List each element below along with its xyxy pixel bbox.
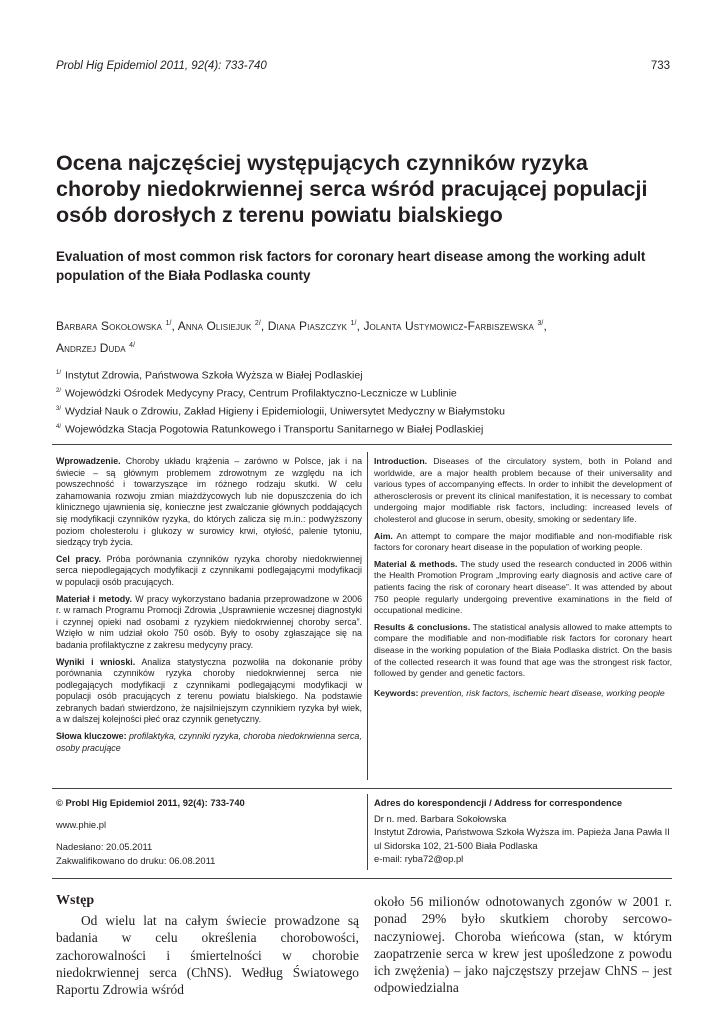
correspondence-block xyxy=(374,796,674,866)
affiliations xyxy=(56,366,676,438)
received-date: Nadesłano: 20.05.2011 xyxy=(56,841,153,852)
abstract-polish: Wprowadzenie. Choroby układu krążenia – zarówno w Polsce, jak i na świecie – są głównym problemem zdrowotnym ze względu na ich powszechność i towarzyszące im różnego rodzaju skutki. W celu zahamowania rozwoju zmian miażdżycowych lub nie dopuszczenia do ich klinicznego ujawnienia się, konieczne jest zwalczanie głównych poddających się modyfikacji czynników ryzyka, do których zalicza się m.in.: podwyższony poziom cholesterolu i glukozy w surowicy krwi, otyłość, palenie tytoniu, siedzący tryb życia. Cel pracy. Próba porównania czynników ryzyka choroby niedokrwiennej serca niepodlegających modyfikacji z czynnikami podlegającymi modyfikacji w populacji osób pracujących. Materiał i metody. W pracy wykorzystano badania przeprowadzone w 2006 r. w ramach Programu Promocji Zdrowia „Usprawnienie wczesnej diagnostyki i czynnej opieki nad osobami z ryzykiem niedokrwiennej choroby serca”. Wzięło w nim udział około 750 osób. Były to osoby zgłaszające się na badania profilaktyczne z zakresu medycyny pracy. Wyniki i wnioski. Analiza statystyczna pozwoliła na dokonanie próby porównania czynników ryzyka choroby niedokrwiennej serca nie podlegających modyfikacji z czynnikami podlegającymi modyfikacji w populacji osób pracujących z terenu powiatu bialskiego. Na podstawie zebranych badań stwierdzono, że najsilniejszym czynnikiem ryzyka był wiek, a w dalszej kolejności płeć oraz czynnik genetyczny. Słowa kluczowe: profilaktyka, czynniki ryzyka, choroba niedokrwienna serca, osoby pracujące xyxy=(56,456,363,753)
author: Anna Olisiejuk $^{2/}$, xyxy=(177,319,268,333)
abstract-english: Introduction. Diseases of the circulatory system, both in Poland and worldwide, are a major health problem because of their universality and various types of accompanying effects. In order to inhibit the development of atherosclerosis or prevent its clinical manifestation, it is necessary to combat undergoing major modifiable risk factors, including: increased levels of cholesterol and glucose in serum, obesity, smoking or sedentary life. Aim. An attempt to compare the major modifiable and non-modifiable risk factors for coronary heart disease in the population of working people. Material & methods. The study used the research conducted in 2006 within the Health Promotion Program „Improving early diagnosis and active care of patients facing the risk of coronary heart disease”. It was attended by about 750 people regularly undergoing preventive examinations in the field of occupational medicine. Results & conclusions. The statistical analysis allowed to make attempts to compare the modifiable and non-modifiable risk factors for coronary heart disease in the working population of the Biała Podlaska district. On the basis of the collected research it was found that age was the strongest risk factor, followed by gender and genetic factors. Keywords: prevention, risk factors, ischemic heart disease, working people xyxy=(374,456,673,698)
accepted-date: Zakwalifikowano do druku: 06.08.2011 xyxy=(56,854,216,866)
journal-url: www.phie.pl xyxy=(56,818,107,830)
correspondence-name: Dr n. med. Barbara Sokołowska xyxy=(374,812,507,824)
section-heading: Wstęp xyxy=(56,893,95,908)
author: Barbara Sokołowska $^{1/}$, xyxy=(56,319,178,333)
correspondence-email: e-mail: ryba72@op.pl xyxy=(374,853,464,864)
correspondence-address: ul Sidorska 102, 21-500 Biała Podlaska xyxy=(374,839,538,851)
abstract-divider xyxy=(367,452,368,780)
author: Jolanta Ustymowicz-Farbiszewska $^{3/}$, xyxy=(363,319,547,333)
running-header xyxy=(56,60,670,72)
meta-bottom-rule xyxy=(52,878,672,879)
author: Diana Piaszczyk $^{1/}$, xyxy=(267,319,364,333)
affiliation: $^{4/}$ Wojewódzka Stacja Pogotowia Ratunkowego i Transportu Sanitarnego w Białej Podlaskiej xyxy=(56,423,484,436)
affiliation: $^{1/}$ Instytut Zdrowia, Państwowa Szkoła Wyższa w Białej Podlaskiej xyxy=(56,369,363,382)
body-text-left: Od wielu lat na całym świecie prowadzone są badania w celu określenia chorobowości, zachorowalności i śmiertelności w chorobie niedokrwiennej serca (ChNS). Według Światowego Raportu Zdrowia wśród xyxy=(56,913,359,998)
author-list xyxy=(56,314,676,358)
author: Andrzej Duda $^{4/}$ xyxy=(56,341,136,355)
article-title-pl: Ocena najczęściej występujących czynników ryzyka choroby niedokrwiennej serca wśród pracującej populacji osób dorosłych z terenu powiatu bialskiego xyxy=(56,151,648,227)
article-meta xyxy=(56,796,356,867)
meta-divider xyxy=(367,794,368,870)
body-text-right: około 56 milionów odnotowanych zgonów w 2001 r. ponad 29% było skutkiem choroby sercowo-naczyniowej. Choroba wieńcowa (stan, w którym zaopatrzenie serca w krew jest upośledzone z powodu ich zwężenia) – jako najczęstszy przejaw ChNS – jest odpowiedzialna xyxy=(374,894,672,996)
affiliation: $^{3/}$ Wydział Nauk o Zdrowiu, Zakład Higieny i Epidemiologii, Uniwersytet Medyczny w Białymstoku xyxy=(56,405,505,418)
correspondence-institution: Instytut Zdrowia, Państwowa Szkoła Wyższa im. Papieża Jana Pawła II xyxy=(374,826,670,837)
page-number: 733 xyxy=(650,60,670,72)
abstract-top-rule xyxy=(52,444,672,445)
article-title-en: Evaluation of most common risk factors for coronary heart disease among the working adult population of the Biała Podlaska county xyxy=(56,249,646,283)
copyright-line: © Probl Hig Epidemiol 2011, 92(4): 733-740 xyxy=(56,797,245,808)
correspondence-heading: Adres do korespondencji / Address for correspondence xyxy=(374,797,623,808)
affiliation: $^{2/}$ Wojewódzki Ośrodek Medycyny Pracy, Centrum Profilaktyczno-Lecznicze w Lublinie xyxy=(56,387,457,400)
journal-citation: Probl Hig Epidemiol 2011, 92(4): 733-740 xyxy=(56,60,267,72)
meta-top-rule xyxy=(52,788,672,789)
